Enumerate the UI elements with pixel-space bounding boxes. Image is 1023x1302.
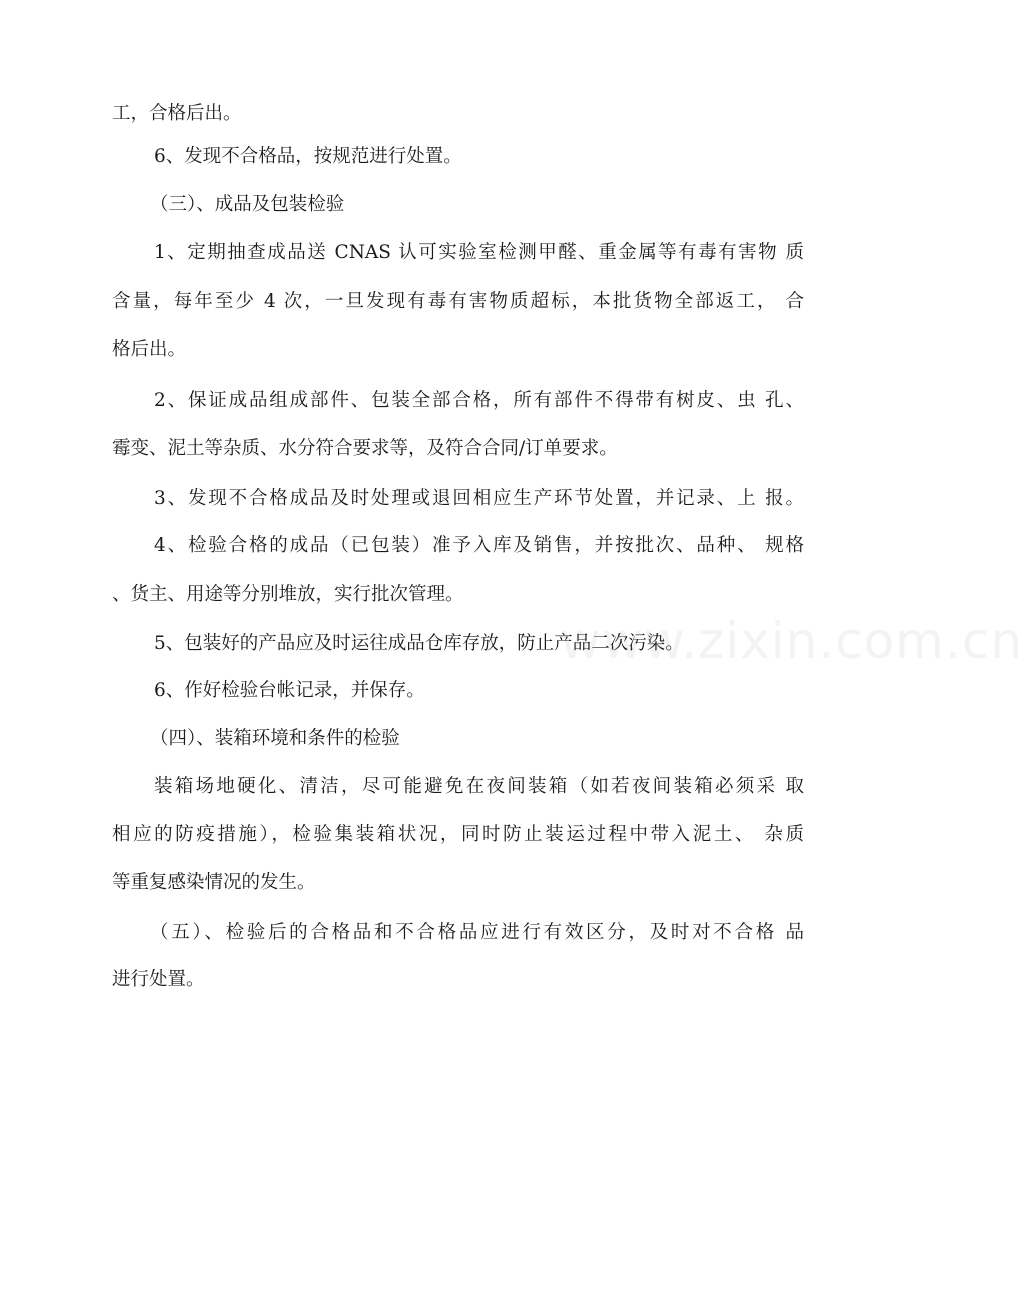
section-heading: （五）、检验后的合格品和不合格品应进行有效区分，及时对不合格 品 — [150, 922, 804, 943]
text-line: 等重复感染情况的发生。 — [112, 872, 316, 893]
text-line: 6、作好检验台帐记录，并保存。 — [154, 680, 425, 701]
text-line: 进行处置。 — [112, 969, 205, 990]
text-line: 4、检验合格的成品（已包装）准予入库及销售，并按批次、品种、 规格 — [154, 535, 804, 556]
section-heading: （四）、装箱环境和条件的检验 — [150, 728, 400, 749]
text-line: 6、发现不合格品，按规范进行处置。 — [154, 146, 462, 167]
text-line: 、货主、用途等分别堆放，实行批次管理。 — [112, 584, 464, 605]
text-line: 霉变、泥土等杂质、水分符合要求等，及符合合同/订单要求。 — [112, 438, 618, 459]
section-heading: （三）、成品及包装检验 — [150, 194, 345, 215]
text-line: 3、发现不合格成品及时处理或退回相应生产环节处置，并记录、上 报。 — [154, 488, 804, 509]
text-line: 格后出。 — [112, 339, 187, 360]
text-line: 5、包装好的产品应及时运往成品仓库存放，防止产品二次污染。 — [154, 633, 684, 654]
text-line: 装箱场地硬化、清洁，尽可能避免在夜间装箱（如若夜间装箱必须采 取 — [154, 776, 804, 797]
text-line: 含量，每年至少 4 次，一旦发现有毒有害物质超标，本批货物全部返工， 合 — [112, 291, 804, 312]
text-line: 2、保证成品组成部件、包装全部合格，所有部件不得带有树皮、虫 孔、 — [154, 390, 804, 411]
text-line: 1、定期抽查成品送 CNAS 认可实验室检测甲醛、重金属等有毒有害物 质 — [154, 242, 804, 263]
text-line: 相应的防疫措施），检验集装箱状况，同时防止装运过程中带入泥土、 杂质 — [112, 824, 804, 845]
text-line: 工，合格后出。 — [112, 103, 242, 124]
watermark: www.zixin.com.cn — [560, 612, 1023, 670]
